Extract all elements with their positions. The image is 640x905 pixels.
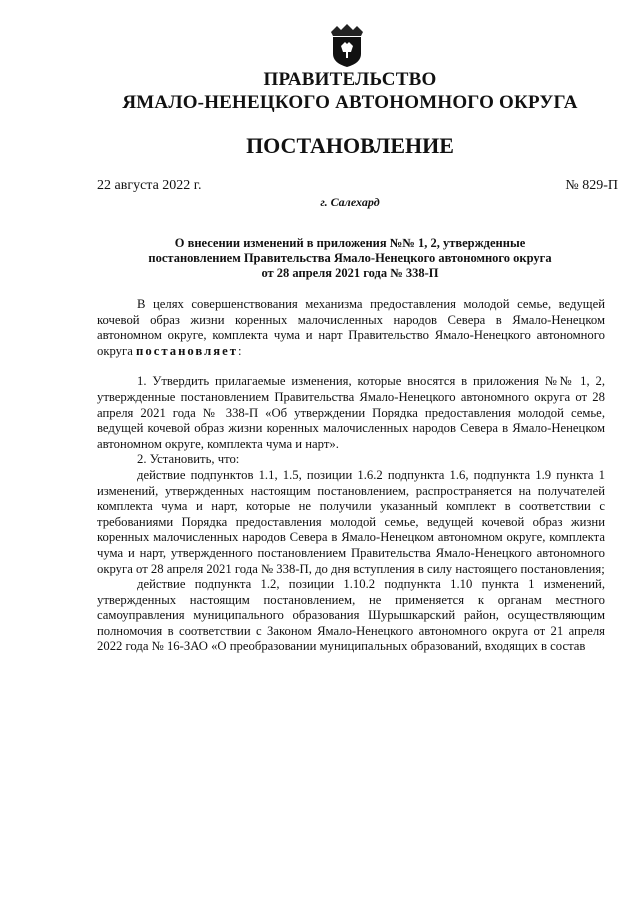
preamble-text: В целях совершенствования механизма предоставления молодой семье, ведущей кочевой образ жизни коренных малочисленных народов Севера в Ямало-Ненецком автономном округе, комплекта чума и нарт Правительство Ямало-Ненецкого автономного округа xyxy=(97,297,605,358)
preamble-end: : xyxy=(237,343,242,358)
doc-title xyxy=(130,236,570,281)
item2a-paragraph: действие подпунктов 1.1, 1.5, позиции 1.6.2 подпункта 1.6, подпункта 1.9 пункта 1 изменений, утвержденных настоящим постановлением, распространяется на получателей комплекта чума и нарт, которые не получили указанный комплект в соответствии с требованиями Порядка предоставления молодой семье, ведущей кочевой образ жизни коренных малочисленных народов Севера в Ямало-Ненецком автономном округе, комплекта чума и нарт, утвержденного постановлением Правительства Ямало-Ненецкого автономного округа от 28 апреля 2021 года № 338-П, до дня вступления в силу настоящего постановления; xyxy=(97,467,605,576)
doc-title-line3: от 28 апреля 2021 года № 338-П xyxy=(261,266,439,280)
org-name-line1: ПРАВИТЕЛЬСТВО xyxy=(263,69,437,90)
item2b-paragraph: действие подпункта 1.2, позиции 1.10.2 подпункта 1.10 пункта 1 изменений, утвержденных настоящим постановлением, не применяется к органам местного самоуправления муниципального образования Шурышкарский район, осуществляющим полномочия в соответствии с Законом Ямало-Ненецкого автономного округа от 21 апреля 2022 года № 16-ЗАО «О преобразовании муниципальных образований, входящих в состав xyxy=(97,577,605,654)
doc-title-line1: О внесении изменений в приложения №№ 1, 2, утвержденные xyxy=(174,236,526,250)
doc-date: 22 августа 2022 г. xyxy=(97,178,202,193)
preamble-paragraph xyxy=(97,297,605,359)
item1-paragraph: 1. Утвердить прилагаемые изменения, которые вносятся в приложения №№ 1, 2, утвержденные постановлением Правительства Ямало-Ненецкого автономного округа от 28 апреля 2021 года № 338-П «Об утверждении Порядка предоставления молодой семье, ведущей кочевой образ жизни коренных малочисленных народов Севера в Ямало-Ненецком автономном округе, комплекта чума и нарт». xyxy=(97,374,605,451)
doc-city: г. Салехард xyxy=(320,195,380,209)
doc-number: № 829-П xyxy=(565,178,618,193)
doc-title-line2: постановлением Правительства Ямало-Ненецкого автономного округа xyxy=(148,251,552,265)
preamble-keyword: постановляет xyxy=(136,343,238,358)
item2-paragraph: 2. Установить, что: xyxy=(137,452,240,467)
doc-body xyxy=(97,297,605,655)
doc-type: ПОСТАНОВЛЕНИЕ xyxy=(246,133,454,158)
coat-of-arms-icon xyxy=(327,22,367,68)
org-name-line2: ЯМАЛО-НЕНЕЦКОГО АВТОНОМНОГО ОКРУГА xyxy=(122,92,578,113)
